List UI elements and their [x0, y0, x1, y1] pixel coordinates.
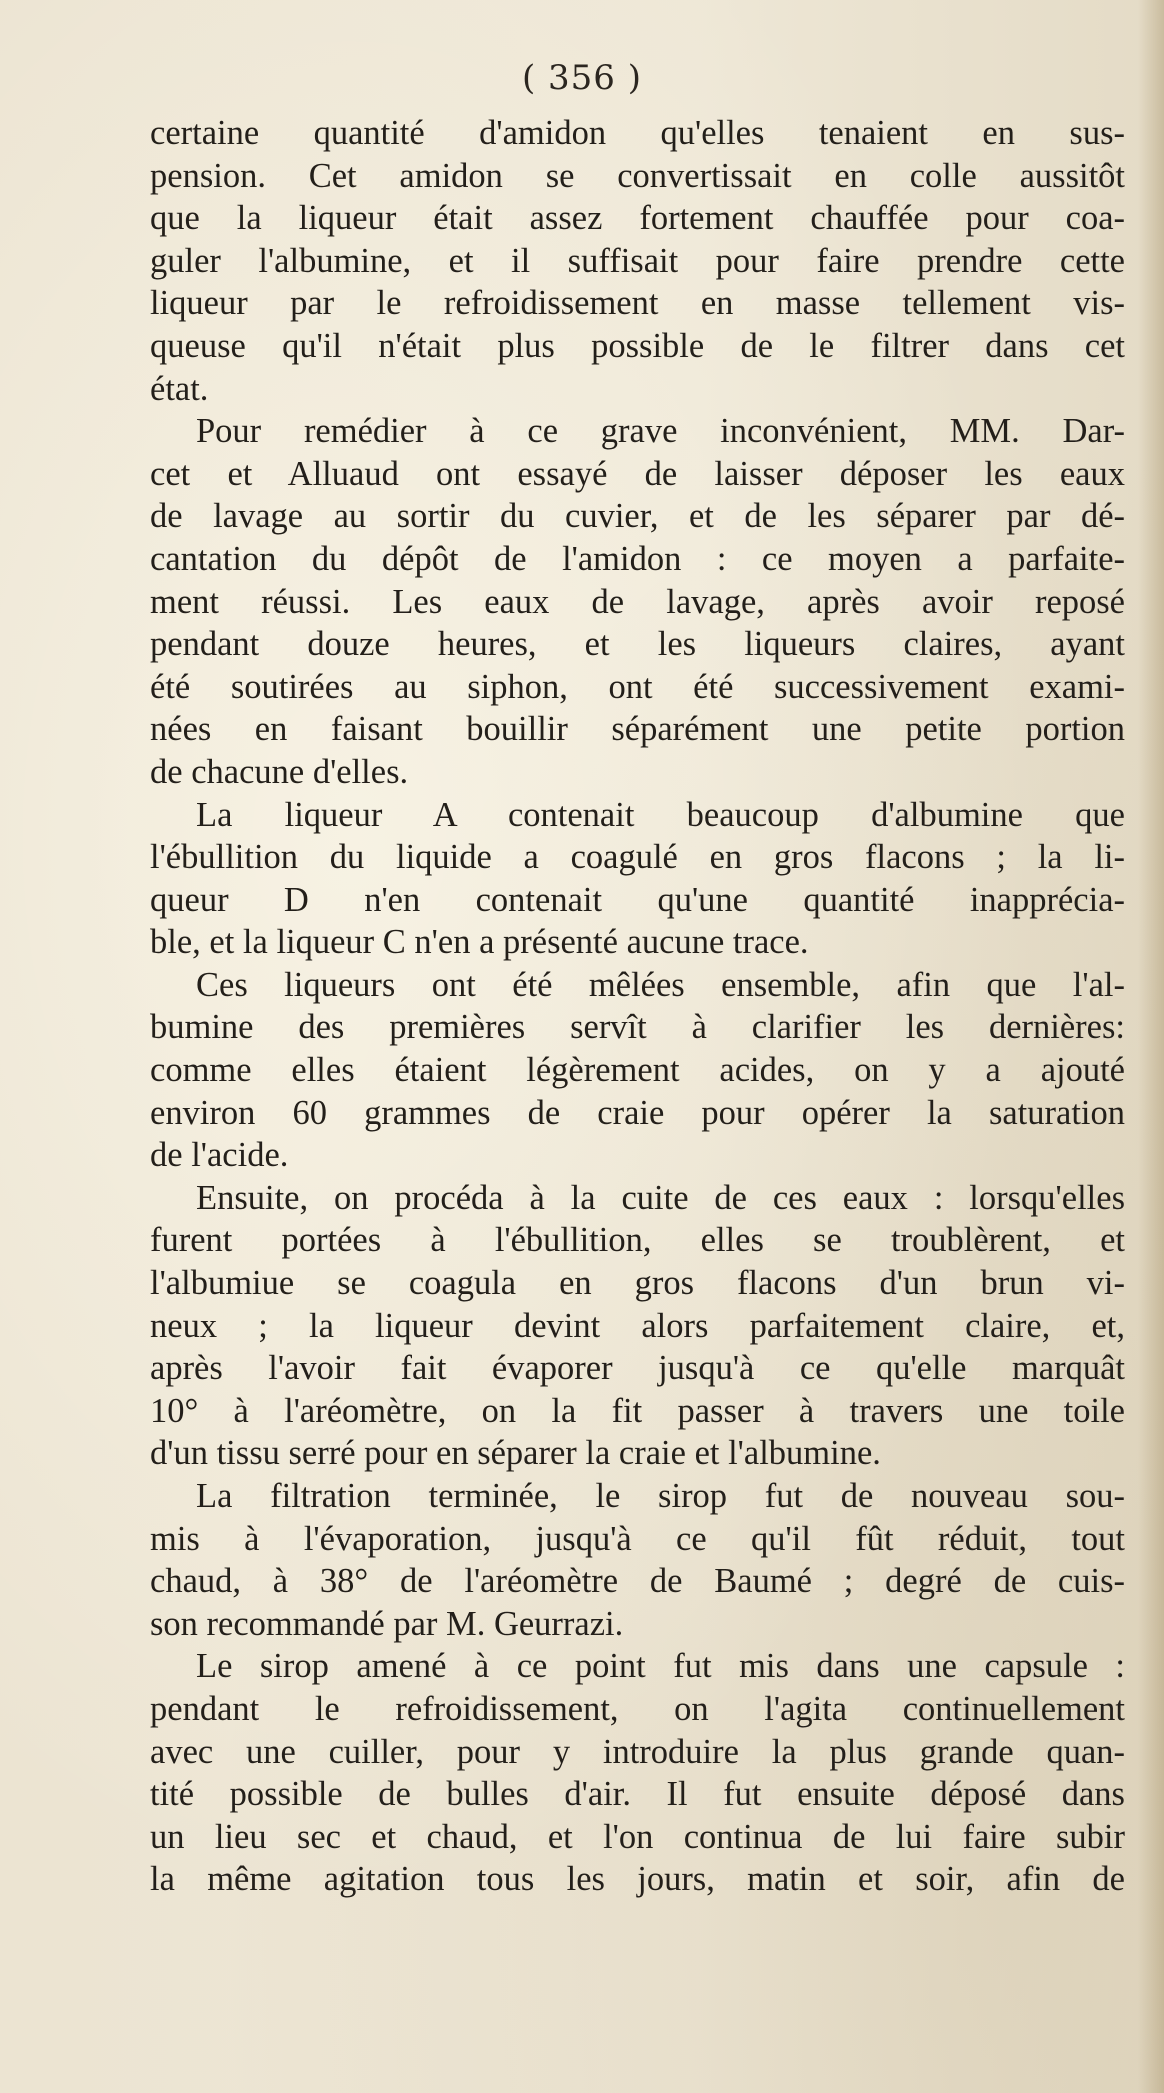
text-line: un lieu sec et chaud, et l'on continua de lui faire subir [150, 1817, 1125, 1856]
text-line: bumine des premières servît à clarifier les dernières: [150, 1008, 1125, 1047]
text-line: son recommandé par M. Geurrazi. [150, 1604, 624, 1643]
page-gutter-shadow [1138, 0, 1164, 2093]
text-line: La liqueur A contenait beaucoup d'albumine que [196, 795, 1125, 834]
text-line: cet et Alluaud ont essayé de laisser déposer les eaux [150, 454, 1125, 493]
paragraph [150, 1475, 1125, 1645]
text-line: queur D n'en contenait qu'une quantité inapprécia- [150, 880, 1125, 919]
text-line: l'albumiue se coagula en gros flacons d'un brun vi- [150, 1264, 1125, 1303]
text-line: ble, et la liqueur C n'en a présenté aucune trace. [150, 923, 809, 962]
text-line: liqueur par le refroidissement en masse tellement vis- [150, 284, 1125, 323]
text-line: que la liqueur était assez fortement chauffée pour coa- [150, 199, 1125, 238]
text-line: mis à l'évaporation, jusqu'à ce qu'il fût réduit, tout [150, 1519, 1125, 1558]
body-text [150, 112, 1125, 1901]
text-line: Ensuite, on procéda à la cuite de ces eaux : lorsqu'elles [196, 1178, 1125, 1217]
text-line: certaine quantité d'amidon qu'elles tenaient en sus- [150, 114, 1125, 152]
text-line: pendant douze heures, et les liqueurs claires, ayant [150, 625, 1125, 664]
page-number: ( 356 ) [521, 58, 643, 98]
paragraph [150, 794, 1125, 964]
text-line: 10° à l'aréomètre, on la fit passer à travers une toile [150, 1391, 1125, 1430]
text-line: état. [150, 369, 209, 408]
text-line: Le sirop amené à ce point fut mis dans une capsule : [196, 1647, 1125, 1686]
text-line: neux ; la liqueur devint alors parfaitement claire, et, [150, 1306, 1125, 1345]
text-line: après l'avoir fait évaporer jusqu'à ce qu'elle marquât [150, 1349, 1125, 1388]
paragraph [150, 964, 1125, 1177]
paragraph [150, 1645, 1125, 1901]
text-line: pendant le refroidissement, on l'agita continuellement [150, 1689, 1125, 1728]
paragraph [150, 1177, 1125, 1475]
text-line: d'un tissu serré pour en séparer la craie et l'albumine. [150, 1434, 881, 1473]
text-line: Pour remédier à ce grave inconvénient, MM. Dar- [196, 412, 1125, 451]
text-line: guler l'albumine, et il suffisait pour faire prendre cette [150, 241, 1125, 280]
text-line: Ces liqueurs ont été mêlées ensemble, afin que l'al- [196, 965, 1125, 1004]
text-line: environ 60 grammes de craie pour opérer la saturation [150, 1093, 1125, 1132]
text-line: queuse qu'il n'était plus possible de le filtrer dans cet [150, 326, 1125, 365]
text-line: la même agitation tous les jours, matin et soir, afin de [150, 1860, 1125, 1899]
text-line: cantation du dépôt de l'amidon : ce moyen a parfaite- [150, 539, 1125, 578]
text-line: avec une cuiller, pour y introduire la plus grande quan- [150, 1732, 1125, 1771]
text-line: de chacune d'elles. [150, 752, 409, 791]
text-line: nées en faisant bouillir séparément une petite portion [150, 710, 1125, 749]
text-line: ment réussi. Les eaux de lavage, après avoir reposé [150, 582, 1125, 621]
text-line: La filtration terminée, le sirop fut de nouveau sou- [196, 1477, 1125, 1515]
text-line: de lavage au sortir du cuvier, et de les séparer par dé- [150, 497, 1125, 536]
text-line: pension. Cet amidon se convertissait en colle aussitôt [150, 156, 1125, 195]
paragraph [150, 112, 1125, 410]
text-line: tité possible de bulles d'air. Il fut ensuite déposé dans [150, 1775, 1125, 1814]
text-line: l'ébullition du liquide a coagulé en gros flacons ; la li- [150, 838, 1125, 877]
paragraph [150, 410, 1125, 793]
text-line: été soutirées au siphon, ont été successivement exami- [150, 667, 1125, 706]
text-line: comme elles étaient légèrement acides, on y a ajouté [150, 1051, 1125, 1090]
text-line: chaud, à 38° de l'aréomètre de Baumé ; degré de cuis- [150, 1562, 1125, 1601]
text-line: de l'acide. [150, 1136, 289, 1175]
text-line: furent portées à l'ébullition, elles se troublèrent, et [150, 1221, 1125, 1260]
